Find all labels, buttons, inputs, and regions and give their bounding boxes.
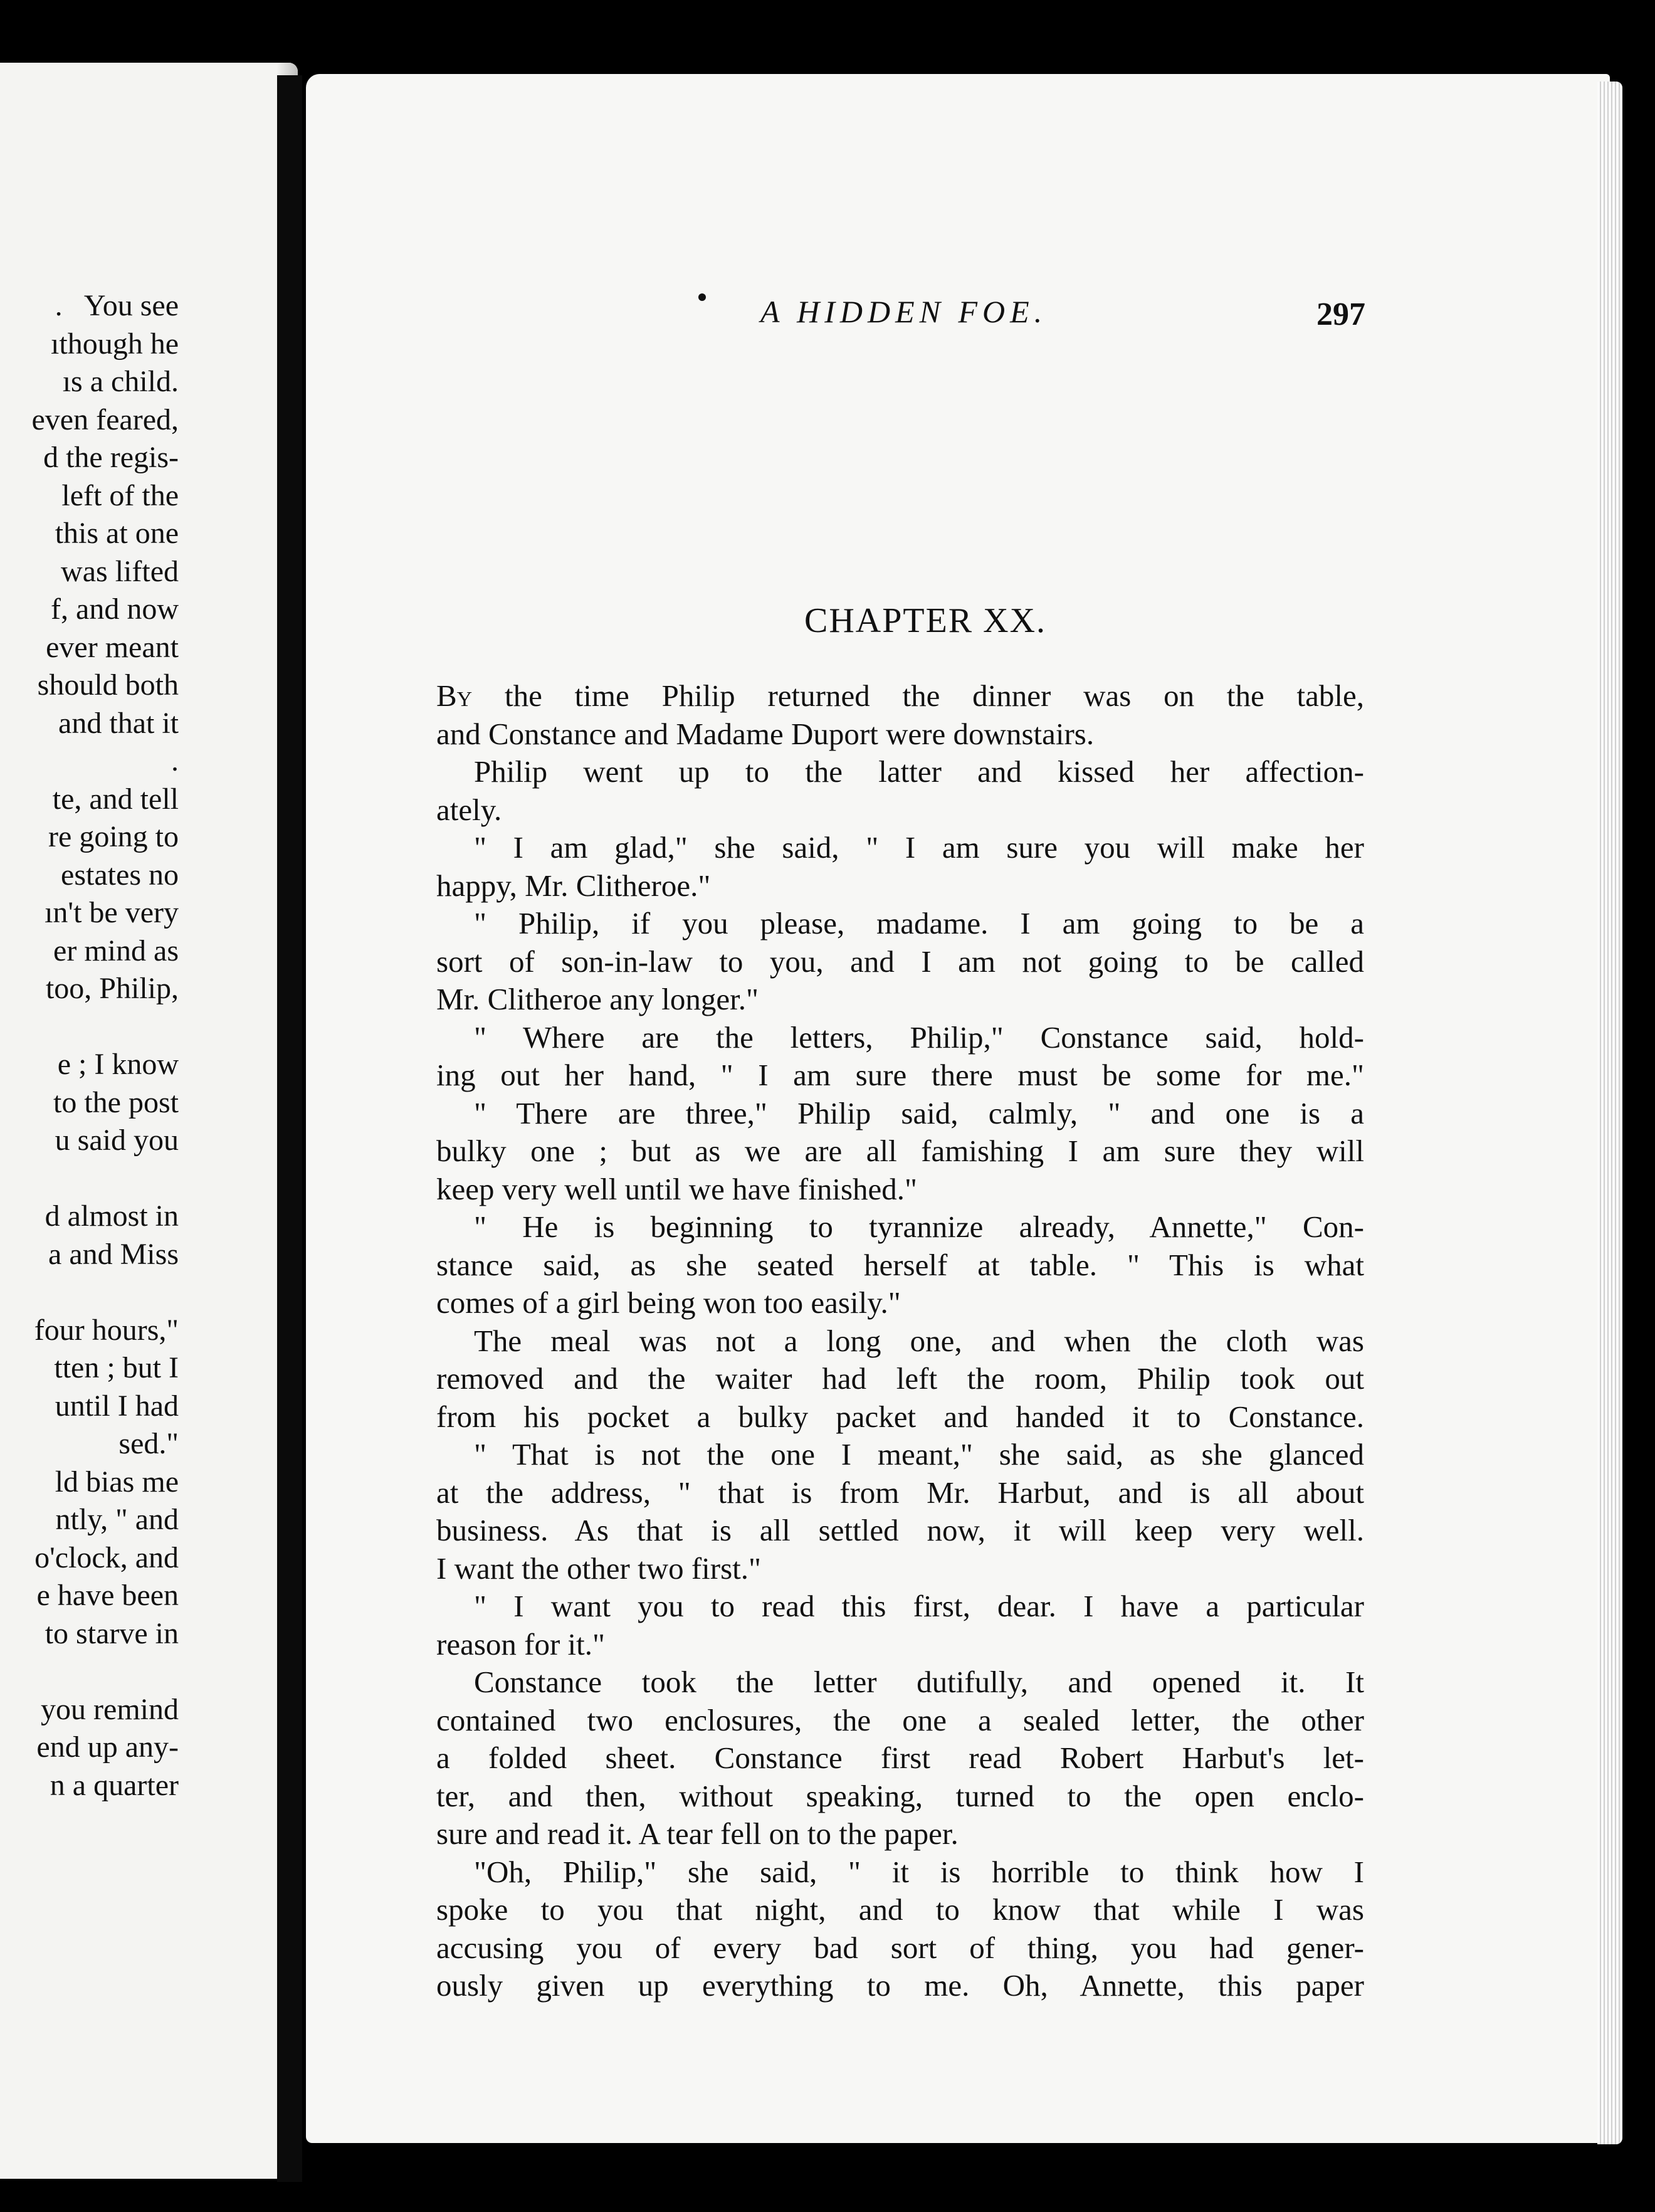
body-line: " I want you to read this first, dear. I have a particular [474, 1589, 1364, 1623]
body-line: removed and the waiter had left the room, Philip took out [436, 1361, 1364, 1396]
left-page-line: e ; I know [57, 1048, 179, 1081]
body-line: Philip went up to the latter and kissed her affection- [474, 754, 1364, 789]
left-page-line [32, 1160, 179, 1198]
body-line: sure and read it. A tear fell on to the paper. [436, 1816, 959, 1851]
left-page-line [32, 1008, 179, 1046]
left-page-line: to starve in [45, 1616, 179, 1650]
body-line: " Philip, if you please, madame. I am going to be a [474, 906, 1364, 940]
left-page-line: o'clock, and [34, 1540, 179, 1574]
body-line: business. As that is all settled now, it will keep very well. [436, 1513, 1364, 1547]
left-page-line: . You see [55, 289, 179, 322]
body-line: accusing you of every bad sort of thing, you had gener- [436, 1930, 1364, 1965]
body-line: reason for it." [436, 1626, 605, 1662]
body-line-text: the time Philip returned the dinner was on the table, [472, 678, 1364, 713]
body-line: happy, Mr. Clitheroe." [436, 868, 711, 903]
left-page-line: ever meant [46, 630, 179, 664]
left-page-line: . [171, 744, 179, 777]
left-page-line: was lifted [61, 554, 179, 588]
body-line: " That is not the one I meant," she said, as she glanced [474, 1437, 1364, 1472]
chapter-title: CHAPTER XX. [804, 601, 1047, 640]
left-page-line: end up any- [36, 1730, 179, 1764]
body-line: ously given up everything to me. Oh, Annette, this paper [436, 1968, 1364, 2003]
body-line: stance said, as she seated herself at table. " This is what [436, 1247, 1364, 1282]
left-page [0, 63, 298, 2179]
page-number: 297 [1316, 297, 1365, 332]
left-page-line: ıthough he [51, 327, 179, 361]
body-line: spoke to you that night, and to know that while I was [436, 1892, 1364, 1927]
left-page-line: four hours," [34, 1313, 179, 1347]
left-page-line: ld bias me [55, 1465, 179, 1498]
left-page-line: estates no [61, 858, 179, 892]
left-page-text [32, 287, 179, 1804]
body-line: "Oh, Philip," she said, " it is horrible to think how I [474, 1854, 1364, 1889]
body-line: sort of son-in-law to you, and I am not going to be called [436, 944, 1364, 979]
left-page-line: ntly, " and [55, 1503, 179, 1536]
left-page-line: d the regis- [43, 441, 179, 474]
left-page-line: ın't be very [45, 896, 179, 929]
body-line: at the address, " that is from Mr. Harbut, and is all about [436, 1475, 1364, 1510]
body-line [436, 677, 1364, 715]
left-page-line: sed." [118, 1427, 179, 1460]
left-page-line: tten ; but I [54, 1351, 179, 1384]
left-page-line: d almost in [45, 1199, 179, 1233]
body-line: and Constance and Madame Duport were downstairs. [436, 716, 1095, 751]
left-page-line: a and Miss [48, 1237, 179, 1271]
left-page-line: and that it [58, 706, 179, 740]
left-page-line [32, 1273, 179, 1312]
body-line: bulky one ; but as we are all famishing I am sure they will [436, 1134, 1364, 1168]
running-title: A HIDDEN FOE. [760, 294, 1048, 329]
left-page-line: e have been [36, 1579, 179, 1612]
body-line: keep very well until we have finished." [436, 1171, 918, 1206]
page-edge [1597, 82, 1622, 2144]
body-text [436, 677, 1364, 2005]
body-line: Mr. Clitheroe any longer." [436, 982, 759, 1016]
left-page-line: ıs a child. [62, 365, 179, 398]
body-line: I want the other two first." [436, 1551, 762, 1586]
left-page-line: even feared, [31, 403, 179, 436]
opening-word: By [436, 678, 473, 713]
body-line: contained two enclosures, the one a sealed letter, the other [436, 1702, 1364, 1737]
body-line: Constance took the letter dutifully, and opened it. It [474, 1665, 1364, 1699]
body-line: comes of a girl being won too easily." [436, 1285, 901, 1320]
book-gutter [277, 75, 302, 2182]
header-dot [698, 293, 706, 301]
left-page-line: left of the [61, 478, 179, 512]
left-page-line: until I had [55, 1389, 179, 1423]
body-line: ter, and then, without speaking, turned to the open enclo- [436, 1778, 1364, 1813]
left-page-line: should both [37, 668, 179, 702]
body-line: ing out her hand, " I am sure there must be some for me." [436, 1058, 1364, 1092]
left-page-line: too, Philip, [45, 972, 179, 1005]
left-page-line: u said you [55, 1124, 179, 1157]
left-page-line: te, and tell [52, 782, 179, 816]
body-line: The meal was not a long one, and when the cloth was [474, 1323, 1364, 1358]
body-line: " There are three," Philip said, calmly, " and one is a [474, 1095, 1364, 1130]
body-line: from his pocket a bulky packet and handed it to Constance. [436, 1399, 1364, 1434]
body-line: " He is beginning to tyrannize already, Annette," Con- [474, 1209, 1364, 1244]
body-line: " Where are the letters, Philip," Constance said, hold- [474, 1019, 1364, 1055]
left-page-line: to the post [53, 1085, 179, 1119]
left-page-line: you remind [41, 1692, 179, 1726]
left-page-line: er mind as [53, 934, 179, 967]
body-line: a folded sheet. Constance first read Robert Harbut's let- [436, 1741, 1364, 1775]
body-line: ately. [436, 792, 502, 827]
left-page-line: re going to [48, 820, 179, 853]
left-page-line: this at one [55, 517, 179, 550]
left-page-line: n a quarter [50, 1768, 179, 1802]
left-page-line: f, and now [51, 592, 179, 626]
left-page-line [32, 1653, 179, 1691]
body-line: " I am glad," she said, " I am sure you will make her [474, 830, 1364, 865]
right-page [306, 74, 1610, 2143]
